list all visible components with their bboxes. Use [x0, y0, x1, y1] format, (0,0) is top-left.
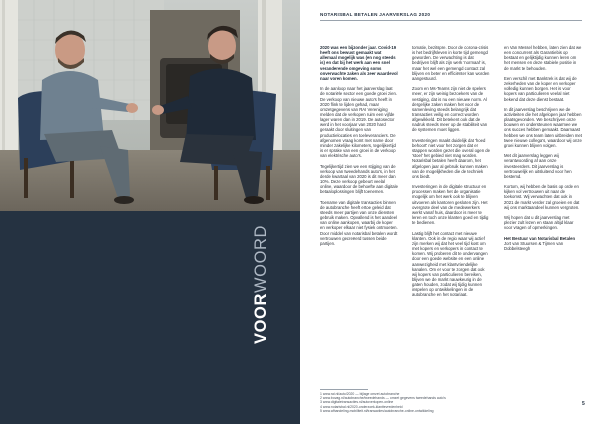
- body-paragraph: Investeringen in de digitale structuur en processen maken het de organisatie mogelijk om het werk ook te blijven uitvoeren als kantoren gesloten zijn. Het overgrote deel van de medewerkers werkt vanaf huis, daardoor is meer te leren en toch onze klanten goed en tijdig te bedienen.: [412, 184, 489, 226]
- body-paragraph: In de aanloop naar het jaarverslag laat de notariële sector een goede groei zien. De verkoop van nieuwe auto's heeft in 2020 flink te lijden gehad, maar omzetgegevens van RAI Vereniging melden dat de verkopen ruim een vijfde lager waren dan in 2019. De autosector werd in het voorjaar van 2020 hard geraakt door sluitingen van productielocaties en toeleveranciers. De afgenomen vraag komt met name door minder zakelijke kilometers, tegelijkertijd is er sprake van een groei in de verkoop van elektrische auto's.: [320, 86, 398, 159]
- right-page: [300, 0, 600, 424]
- signature-names: Jort van Stuursen & Tijmen van Dobbelsteegh: [504, 240, 564, 251]
- lead-paragraph: 2020 was een bijzonder jaar. Covid-19 heeft ons bewust gemaakt wat allemaal mogelijk was (en nog steeds is) en dat bij het werk aan een snel veranderende omgeving soms onverwachte zaken als zeer waardevol naar voren komen.: [320, 45, 398, 81]
- body-paragraph: Kortom, wij hebben de basis op orde en kijken vol vertrouwen uit naar de toekomst. Wij verwachten dat ook in 2021 de markt verder zal groeien en dat wij ons marktaandeel kunnen vergroten.: [504, 184, 580, 210]
- footnote[interactable]: 1 www.rai.nl/auto/2020 — bijlage omzet autobranche: [320, 392, 400, 396]
- body-paragraph: Een verschil met Banktrek is dat wij de zekerheden van de koper en verkoper volledig kunnen borgen. Het is voor kopers van particulieren veelal niet bekend dat deze dienst bestaat.: [504, 75, 577, 102]
- body-paragraph: Toename van digitale transacties binnen de autobranche heeft ertoe geleid dat steeds meer partijen van onze diensten gebruik maken. Opvallend is het aandeel van online aankopen, waarbij de koper en verkoper elkaar niet fysiek ontmoeten. Door middel van notarisbal betalen wordt vertrouwen gecreëerd tussen beide partijen.: [320, 199, 398, 246]
- footnote[interactable]: 5 www.afhandeling-mobiliteit.nl/transacties/autobranche-online-ontwikkeling: [320, 408, 434, 413]
- body-paragraph: Investeringen maakt duidelijk dat 'hoed behoort' niet voor het zorgen dat er stappen worden gezet die overal ogen de 'stoel' het gebied niet mag worden. Notarisbal betalen heeft daarom, het afgelopen jaar al gebruik kunnen maken van de mogelijkheden die de techniek ons biedt.: [412, 137, 490, 179]
- page-number: 5: [582, 401, 585, 407]
- text-column-1: [320, 45, 398, 251]
- body-paragraph: Lastig blijft het contact met nieuwe klanten. Ook in de regio waar wij actief zijn merken wij dat het veel tijd kost om met kopers en verkopers in contact te komen. Wij proberen dit te ondervangen door een goede website en een online aanwezigheid met klantvriendelijke kanalen. Om er voor te zorgen dat ook wij kopers van particulieren bereiken, blijven we de markt nauwkeurig in de gaten houden, zodat wij tijdig kunnen inspelen op ontwikkelingen in de autobranche en het notariaat.: [412, 230, 488, 298]
- signature-block: [504, 236, 582, 251]
- header-rule: [320, 20, 582, 21]
- body-paragraph: Tegelijkertijd zien we een stijging van de verkoop van tweedehands auto's, in het derde kwartaal van 2020 is dit meer dan 10%. Deze verkoop gebeurt veelal online, waardoor de behoefte aan digitale betaaloplossingen blijft toenemen.: [320, 163, 398, 195]
- section-title-light: WOORD: [252, 224, 270, 293]
- footnote[interactable]: 2 www.bovag.nl/autobranche/tweedehands — omzet gegevens tweedehands auto's: [320, 396, 446, 401]
- body-paragraph: Met dit jaarverslag leggen wij verantwoording af aan onze investeerders. Dit jaarverslag is vertrouwelijk en uitsluitend voor hen bestemd.: [504, 153, 572, 179]
- signature-org: Het Bestuur van Notarisbal Betalen: [504, 235, 576, 241]
- section-title-vertical: [253, 226, 269, 346]
- section-title-bold: VOOR: [252, 293, 270, 344]
- two-men-seated-photo: [0, 0, 300, 211]
- body-paragraph: Zoom en Ms-Teams zijn niet de spelers meer, er zijn weinig bezoekers van de vestiging, dat is nu een nieuwe norm. Al dergelijke zaken maken het voor de samenleving steeds belangrijk dat transacties veilig en correct worden afgewikkeld. Dit betekent ook dat de nadruk steeds meer op de stabiliteit van de systemen moet liggen.: [412, 86, 488, 133]
- body-paragraph: en Van Messel hebben, laten zien dat we een concurrent als Garantiebis op bestaat en gelijktijdig kunnen leren om het mensen en deze stabiele positie in de markt te behouden.: [504, 45, 582, 71]
- body-paragraph: Wij hopen dat u dit jaarverslag met plezier zult lezen en staan altijd klaar voor vragen of opmerkingen.: [504, 215, 574, 231]
- footnote[interactable]: 3 www.digitaletransacties.nl/autoverkopen-online: [320, 400, 394, 405]
- cover-photo: [0, 0, 300, 211]
- body-paragraph: In dit jaarverslag beschrijven we de activiteiten die het afgelopen jaar hebben plaatsgevonden. We beschrijven onze bouwen en ondersteunen waarmee we ons succes hebben gemaakt. Daarnaast hebben we ons team laten uitbreiden met twee nieuwe collega's, waardoor wij onze groei kunnen blijven volgen.: [504, 106, 582, 148]
- footnote[interactable]: 4 www.notarisbal.nl/2020-onderzoek-klanttevredenheid: [320, 404, 403, 409]
- running-head: NOTARISBAL BETALEN JAARVERSLAG 2020: [320, 12, 431, 17]
- text-column-2: [412, 45, 490, 303]
- text-column-3: [504, 45, 582, 251]
- footnotes: [320, 392, 500, 413]
- body-paragraph: tomatie, bezitspre. Door de corona-crisis is het bedrijfsleven in korte tijd gemengd geworden. De verwachting is dat bedrijven blijft als zijn werk 'normaal' is, maar het wel een gemengd contact zal blijven en beter en efficiënter kan worden aangestuurd.: [412, 45, 490, 81]
- footnote-rule: [320, 389, 368, 390]
